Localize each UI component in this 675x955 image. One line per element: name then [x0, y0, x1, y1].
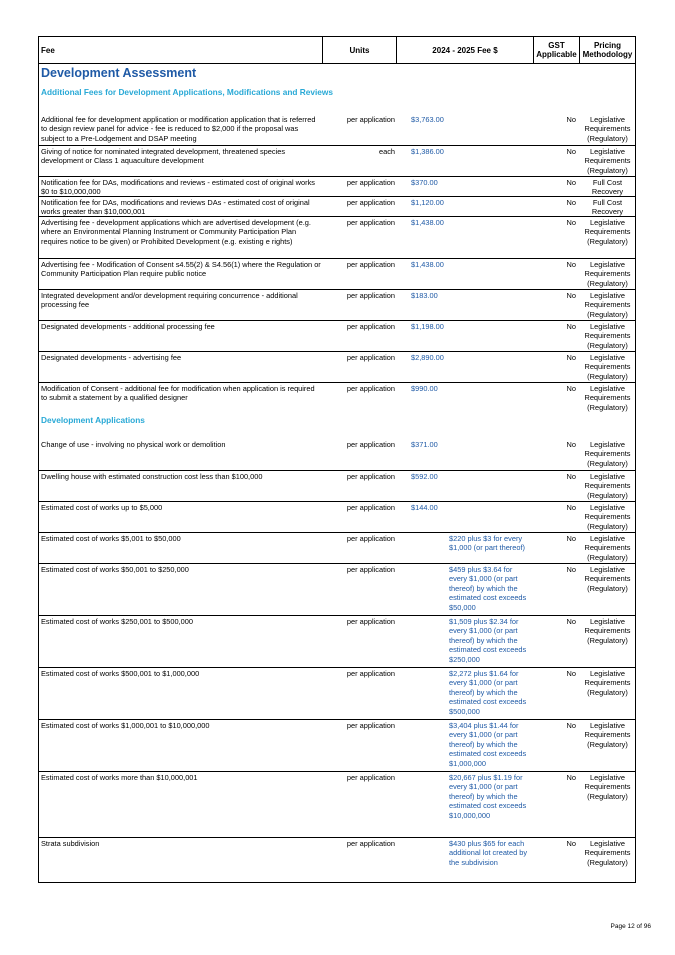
fee-groups — [39, 85, 635, 882]
table-row — [39, 382, 635, 413]
fee-description: Estimated cost of works $5,001 to $50,000 — [41, 534, 181, 543]
table-header — [39, 37, 635, 64]
gst-applicable: No — [566, 218, 576, 227]
fee-description: Estimated cost of works $500,001 to $1,000,000 — [41, 669, 200, 678]
table-row — [39, 351, 635, 382]
fee-units: each — [378, 147, 395, 156]
fee-description: Designated developments - advertising fee — [41, 353, 182, 362]
fee-amount: $2,890.00 — [411, 353, 444, 362]
table-row — [39, 216, 635, 258]
fee-units: per application — [346, 260, 395, 269]
header-pricing: Pricing Methodology — [582, 41, 633, 59]
gst-applicable: No — [566, 440, 576, 449]
pricing-methodology: Legislative Requirements (Regulatory) — [584, 839, 631, 867]
fee-units: per application — [346, 565, 395, 574]
fee-description: Notification fee for DAs, modifications and reviews DAs - estimated cost of original works greater than $10,000,001 — [41, 198, 310, 217]
fee-amount: $459 plus $3.64 for every $1,000 (or part thereof) by which the estimated cost exceeds $50,000 — [449, 565, 527, 612]
fee-amount: $20,667 plus $1.19 for every $1,000 (or part thereof) by which the estimated cost exceeds $10,000,000 — [449, 773, 527, 820]
fee-description: Estimated cost of works $250,001 to $500,000 — [41, 617, 194, 626]
pricing-methodology: Legislative Requirements (Regulatory) — [584, 617, 631, 645]
table-row — [39, 501, 635, 532]
fee-amount: $1,509 plus $2.34 for every $1,000 (or part thereof) by which the estimated cost exceeds $250,000 — [449, 617, 527, 664]
pricing-methodology: Legislative Requirements (Regulatory) — [584, 440, 631, 468]
fee-units: per application — [346, 617, 395, 626]
fee-description: Designated developments - additional processing fee — [41, 322, 215, 331]
fee-table — [38, 36, 636, 883]
pricing-methodology: Full Cost Recovery — [591, 178, 624, 197]
gst-applicable: No — [566, 721, 576, 730]
fee-units: per application — [346, 178, 395, 187]
pricing-methodology: Legislative Requirements (Regulatory) — [584, 565, 631, 593]
gst-applicable: No — [566, 115, 576, 124]
table-row — [39, 176, 635, 196]
gst-applicable: No — [566, 839, 576, 848]
fee-amount: $220 plus $3 for every $1,000 (or part thereof) — [449, 534, 526, 553]
fee-units: per application — [346, 322, 395, 331]
pricing-methodology: Legislative Requirements (Regulatory) — [584, 115, 631, 143]
gst-applicable: No — [566, 617, 576, 626]
fee-units: per application — [346, 773, 395, 782]
fee-description: Estimated cost of works $1,000,001 to $10,000,000 — [41, 721, 210, 730]
fee-units: per application — [346, 503, 395, 512]
fee-units: per application — [346, 384, 395, 393]
fee-description: Advertising fee - Modification of Consent s4.55(2) & S4.56(1) where the Regulation or Community Participation Plan require public notice — [41, 260, 321, 279]
fee-description: Giving of notice for nominated integrated development, threatened species development or Class 1 aquaculture development — [41, 147, 286, 166]
fee-units: per application — [346, 534, 395, 543]
gst-applicable: No — [566, 178, 576, 187]
gst-applicable: No — [566, 472, 576, 481]
pricing-methodology: Legislative Requirements (Regulatory) — [584, 147, 631, 175]
gst-applicable: No — [566, 198, 576, 207]
fee-amount: $990.00 — [411, 384, 438, 393]
fee-amount: $2,272 plus $1.64 for every $1,000 (or part thereof) by which the estimated cost exceeds $500,000 — [449, 669, 527, 716]
gst-applicable: No — [566, 322, 576, 331]
pricing-methodology: Legislative Requirements (Regulatory) — [584, 503, 631, 531]
gst-applicable: No — [566, 565, 576, 574]
header-amount: 2024 - 2025 Fee $ — [397, 37, 534, 63]
fee-units: per application — [346, 115, 395, 124]
fee-description: Dwelling house with estimated construction cost less than $100,000 — [41, 472, 263, 481]
table-row — [39, 320, 635, 351]
fee-units: per application — [346, 353, 395, 362]
fee-amount: $430 plus $65 for each additional lot created by the subdivision — [449, 839, 528, 867]
gst-applicable: No — [566, 503, 576, 512]
gst-applicable: No — [566, 534, 576, 543]
fee-description: Estimated cost of works $50,001 to $250,000 — [41, 565, 189, 574]
fee-description: Estimated cost of works more than $10,000,001 — [41, 773, 198, 782]
section-title: Development Assessment — [41, 66, 197, 80]
fee-units: per application — [346, 472, 395, 481]
table-row — [39, 439, 635, 470]
table-row — [39, 719, 635, 771]
fee-description: Estimated cost of works up to $5,000 — [41, 503, 163, 512]
fee-description: Advertising fee - development applications which are advertised development (e.g. where an Environmental Planning Instrument or Community Participation Plan requires notice to be given) or Prohibited Development (e.g. existing e rights) — [41, 218, 311, 246]
fee-units: per application — [346, 669, 395, 678]
fee-amount: $371.00 — [411, 440, 438, 449]
gst-applicable: No — [566, 353, 576, 362]
table-row — [39, 771, 635, 837]
fee-units: per application — [346, 839, 395, 848]
group-title: Development Applications — [41, 415, 145, 425]
pricing-methodology: Legislative Requirements (Regulatory) — [584, 218, 631, 246]
table-row — [39, 289, 635, 320]
fee-amount: $183.00 — [411, 291, 438, 300]
fee-amount: $1,438.00 — [411, 218, 444, 227]
page-number: Page 12 of 96 — [610, 923, 651, 930]
table-row — [39, 258, 635, 289]
fee-units: per application — [346, 291, 395, 300]
gst-applicable: No — [566, 669, 576, 678]
gst-applicable: No — [566, 773, 576, 782]
fee-amount: $1,438.00 — [411, 260, 444, 269]
gst-applicable: No — [566, 291, 576, 300]
fee-amount: $370.00 — [411, 178, 438, 187]
pricing-methodology: Legislative Requirements (Regulatory) — [584, 721, 631, 749]
pricing-methodology: Legislative Requirements (Regulatory) — [584, 472, 631, 500]
fee-amount: $1,198.00 — [411, 322, 444, 331]
fee-units: per application — [346, 198, 395, 207]
fee-description: Notification fee for DAs, modifications and reviews - estimated cost of original works $0 to $10,000,000 — [41, 178, 315, 197]
gst-applicable: No — [566, 147, 576, 156]
group-title: Additional Fees for Development Applications, Modifications and Reviews — [41, 87, 333, 97]
gst-applicable: No — [566, 260, 576, 269]
table-row — [39, 114, 635, 145]
table-row — [39, 615, 635, 667]
pricing-methodology: Legislative Requirements (Regulatory) — [584, 322, 631, 350]
pricing-methodology: Legislative Requirements (Regulatory) — [584, 291, 631, 319]
pricing-methodology: Legislative Requirements (Regulatory) — [584, 534, 631, 562]
fee-description: Integrated development and/or development requiring concurrence - additional processing fee — [41, 291, 298, 310]
fee-amount: $1,386.00 — [411, 147, 444, 156]
fee-amount: $3,404 plus $1.44 for every $1,000 (or part thereof) by which the estimated cost exceeds $1,000,000 — [449, 721, 527, 768]
pricing-methodology: Legislative Requirements (Regulatory) — [584, 260, 631, 288]
fee-amount: $3,763.00 — [411, 115, 444, 124]
table-row — [39, 667, 635, 719]
table-row — [39, 563, 635, 615]
table-row — [39, 196, 635, 216]
table-row — [39, 470, 635, 501]
table-row — [39, 837, 635, 882]
table-row — [39, 145, 635, 176]
table-row — [39, 532, 635, 563]
header-gst: GST Applicable — [534, 37, 580, 63]
gst-applicable: No — [566, 384, 576, 393]
pricing-methodology: Legislative Requirements (Regulatory) — [584, 353, 631, 381]
header-fee: Fee — [39, 37, 323, 63]
pricing-methodology: Full Cost Recovery — [591, 198, 624, 217]
fee-units: per application — [346, 721, 395, 730]
fee-amount: $592.00 — [411, 472, 438, 481]
pricing-methodology: Legislative Requirements (Regulatory) — [584, 669, 631, 697]
fee-description: Strata subdivision — [41, 839, 100, 848]
fee-description: Change of use - involving no physical work or demolition — [41, 440, 226, 449]
fee-description: Additional fee for development application or modification application that is referred to design review panel for advice - fee is reduced to $2,000 if the proposal was subject to a Pre-Lodgement and DSAP meeting — [41, 115, 316, 143]
fee-amount: $144.00 — [411, 503, 438, 512]
pricing-methodology: Legislative Requirements (Regulatory) — [584, 384, 631, 412]
fee-units: per application — [346, 218, 395, 227]
fee-units: per application — [346, 440, 395, 449]
pricing-methodology: Legislative Requirements (Regulatory) — [584, 773, 631, 801]
fee-amount: $1,120.00 — [411, 198, 444, 207]
header-units: Units — [323, 37, 397, 63]
fee-description: Modification of Consent - additional fee for modification when application is required to submit a statement by a qualified designer — [41, 384, 315, 403]
